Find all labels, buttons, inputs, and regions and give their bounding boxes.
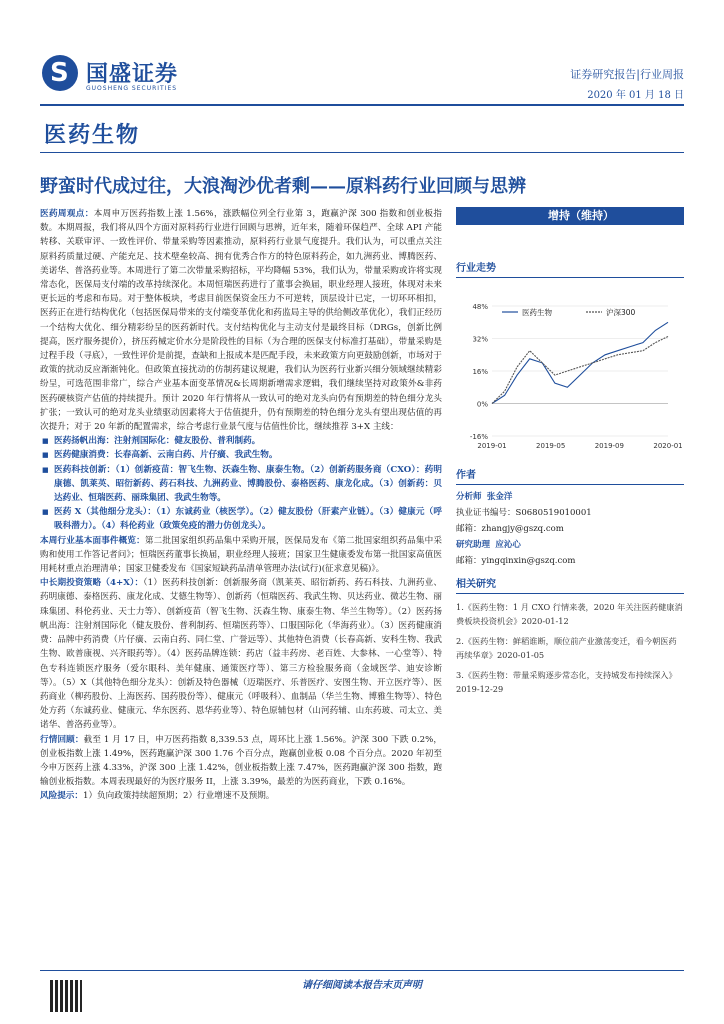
report-type: 证券研究报告|行业周报 (570, 68, 684, 81)
paragraph-events (40, 534, 442, 577)
series-line-2 (492, 337, 668, 404)
text: （1）医药科技创新：创新服务商（凯莱英、昭衍新药、药石科技、九洲药业、药明康德、泰格医药、康龙化成、艾德生物等）、创新药（恒瑞医药、我武生物、贝达药业、微芯生物、丽珠集团、科伦药业、天士力等）、创新疫苗（智飞生物、沃森生物、康泰生物、华兰生物等）。（2）医药扬帆出海：注射剂国际化（健友股份、普利制药、恒瑞医药等）、口服国际化（华海药业）。（3）医药健康消费：品牌中药消费（片仔癀、云南白药、同仁堂、广誉远等）、其他特色消费（长春高新、安科生物、我武生物、欧普康视、兴齐眼药等）。（4）医药品牌连锁：药店（益丰药房、老百姓、大参林、一心堂等）、特色专科连锁医疗服务（爱尔眼科、美年健康、通策医疗等）、第三方检验服务商（金域医学、迪安诊断等）。（5）X（其他特色细分龙头）：创新及特色器械（迈瑞医疗、乐普医疗、安图生物、开立医疗等）、医药商业（柳药股份、上海医药、国药股份等）、健康元（呼吸科）、血制品（华兰生物、博雅生物等）、特色处方药（东诚药业、健康元、华东医药、恩华药业等）、特色原辅包材（山河药辅、山东药玻、司太立、美诺华、普洛药业等）。 (40, 578, 442, 731)
trend-heading: 行业走势 (456, 259, 684, 278)
bullet-x: ■ 医药 X（其他细分龙头）：（1）东诚药业（核医学）。（2）健友股份（肝素产业链）。（3）健康元（呼吸科潜力）。（4）科伦药业（政策免疫的潜力仿创龙头）。 (40, 505, 442, 533)
license-label: 执业证书编号： (456, 508, 516, 518)
company-logo (42, 55, 192, 95)
y-tick-label: 48% (472, 303, 488, 311)
y-tick-label: 16% (472, 368, 488, 376)
email-analyst[interactable]: zhangjy@gszq.com (481, 524, 564, 534)
related-item-1[interactable]: 1.《医药生物：1 月 CXO 行情来袭，2020 年关注医药健康消费板块投资机会》2020-01-12 (456, 602, 683, 626)
analyst-row (456, 489, 684, 505)
label: 风险提示： (40, 791, 83, 802)
paragraph-market (40, 733, 442, 790)
rating-badge: 增持（维持） (456, 207, 684, 225)
series-line-1 (492, 322, 668, 403)
author-section (456, 466, 684, 696)
x-tick-label: 2019-09 (594, 442, 624, 450)
label: 医药周观点： (40, 209, 94, 219)
x-tick-label: 2019-01 (477, 442, 507, 450)
legend-label: 医药生物 (522, 308, 552, 317)
assistant-name: 应沁心 (495, 540, 521, 550)
footer-disclaimer: 请仔细阅读本报告末页声明 (302, 980, 422, 991)
related-heading: 相关研究 (456, 575, 684, 594)
assistant-label: 研究助理 (456, 540, 491, 550)
email-label-2: 邮箱： (456, 556, 482, 566)
authors-heading: 作者 (456, 466, 684, 485)
email-label: 邮箱： (456, 524, 482, 534)
paragraph-risk (40, 789, 442, 803)
text: 1）负向政策持续超预期；2）行业增速不及预期。 (82, 791, 275, 802)
related-item-2[interactable]: 2.《医药生物：鲜稻谁断，顺位前产业激荡变迁，看今朝医药再续华章》2020-01-05 (456, 636, 677, 660)
related-item-3[interactable]: 3.《医药生物：带量采购逐步常态化，支持城发布持续深入》2019-12-29 (456, 670, 677, 694)
report-title: 野蛮时代成过往，大浪淘沙优者剩——原料药行业回顾与思辨 (40, 176, 526, 197)
y-tick-label: 32% (472, 335, 488, 344)
email-row-2 (456, 553, 684, 569)
y-tick-label: 0% (476, 400, 488, 409)
bullet-overseas: ■ 医药扬帆出海：注射剂国际化：健友股份、普利制药。 (40, 434, 442, 448)
label: 行情回顾： (40, 734, 84, 745)
x-tick-label: 2020-01 (653, 442, 683, 450)
footer-divider (40, 970, 684, 971)
email-row (456, 521, 684, 537)
y-tick-label: -16% (469, 433, 488, 441)
sector-name: 医药生物 (44, 122, 141, 148)
header-divider (40, 104, 684, 106)
text: 截至 1 月 17 日，申万医药指数 8,339.53 点，周环比上涨 1.56%。沪深 300 下跌 0.2%，创业板指数上涨 1.49%，医药跑赢沪深 300 1.76 个百分点，跑赢创业板 0.08 个百分点。2020 年初至今申万医药上涨 4.33%，沪深 300 上涨 1.42%，创业板指数上涨 7.47%，医药跑赢沪深 300 指数，跑输创业板指数。本周表现最好的为医疗服务 II，上涨 3.39%，最差的为医药商业，下跌 0.16%。 (40, 734, 442, 788)
label: 中长期投资策略（4+X）： (40, 578, 144, 589)
logo-mark-icon: S (42, 55, 78, 91)
email-assistant[interactable]: yingqinxin@gszq.com (481, 556, 576, 566)
x-tick-label: 2019-05 (536, 442, 566, 450)
paragraph-weekly-view (40, 207, 442, 434)
text: 本周申万医药指数上涨 1.56%，涨跌幅位列全行业第 3，跑赢沪深 300 指数和创业板指数。本期周报，我们将从四个方面对原料药行业进行回顾与思辨，近年来，随着环保趋严、全球 API 产能转移、关联审评、一致性评价、带量采购等因素推动，原料药行业景气度提升。我们认为，可以重点关注原料药质量过硬、产能充足、技术壁垒较高、拥有优秀合作方的特色原料药企，如九洲药业、博腾医药、美诺华、普洛药业等。本周进行了第二次带量采购招标，平均降幅 53%，我们认为，带量采购或许将实现常态化，医保局支付端的改革持续深化。本周恒瑞医药进行了董事会换届，职业经理人接班，体现对未来更长远的考虑和布局。对于整体板块，考虑目前医保资金压力不可逆转，顶层设计已定，一切环环相扣，医药正在进行结构优化（包括医保局带来的支付端变革优化和药监局主导的供给侧改革优化），我们正经历一个结构大优化、细分精彩纷呈的医药新时代。支付结构优化与主动支付是最终目标（DRGs，创新比例提高，医疗服务提价），挤压药械定价水分是阶段性的目标（为合理的医保支付标准打基础），带量采购是过程手段（寻底），一致性评价是前提，查缺和上报成本是匹配手段，未来政策方向更鼓励创新，市场对于政策的扰动反应渐渐钝化。但政策直接扰动的仿制药建议规避，我们认为医药行业新兴细分领域继续精彩纷呈，可选范围非常广，综合产业基本面变革情况&长周期新增需求逻辑，我们继续坚持对政策外&非药医药硬核资产估值的持续提升。预计 2020 年行情将从一致认可的绝对龙头向仍有预期差的特色细分龙头扩张；一致认可的绝对龙头业绩驱动因素将大于估值提升，仍有预期差的特色细分龙头有望出现估值的再次提升；对于 20 年新的配置需求，综合考虑行业景气度与估值性价比，继续推荐 3+X 主线： (40, 209, 442, 433)
analyst-label: 分析师 (456, 492, 482, 502)
paragraph-strategy (40, 576, 442, 732)
bullet-innovation: ■ 医药科技创新：（1）创新疫苗：智飞生物、沃森生物、康泰生物。（2）创新药服务商（CXO）：药明康德、凯莱英、昭衍新药、药石科技、九洲药业、博腾股份、泰格医药、康龙化成。（3）创新药：贝达药业、恒瑞医药、丽珠集团、我武生物等。 (40, 463, 442, 506)
logo-english: GUOSHENG SECURITIES (86, 85, 178, 92)
sector-divider (40, 152, 684, 153)
report-date: 2020 年 01 月 18 日 (587, 90, 684, 101)
bullet-consumption: ■ 医药健康消费：长春高新、云南白药、片仔癀、我武生物。 (40, 448, 442, 462)
sidebar (456, 207, 684, 278)
assistant-row (456, 537, 684, 553)
license-row (456, 505, 684, 521)
analyst-name: 张金洋 (486, 492, 513, 502)
text: 第二批国家组织药品集中采购开展，医保局发布《第二批国家组织药品集中采购和使用工作答记者问》；恒瑞医药董事长换届，职业经理人接班；国家卫生健康委发布第一批国家高值医用耗材重点治理清单；国家卫健委发布《国家短缺药品清单管理办法(试行)(征求意见稿)》。 (40, 535, 442, 575)
main-column (40, 207, 442, 804)
logo-name: 国盛证券 (86, 62, 179, 87)
industry-trend-chart (456, 296, 684, 456)
legend-label: 沪深300 (606, 308, 636, 317)
license-number: S0680519010001 (515, 508, 592, 518)
label: 本周行业基本面事件概览： (40, 535, 145, 546)
